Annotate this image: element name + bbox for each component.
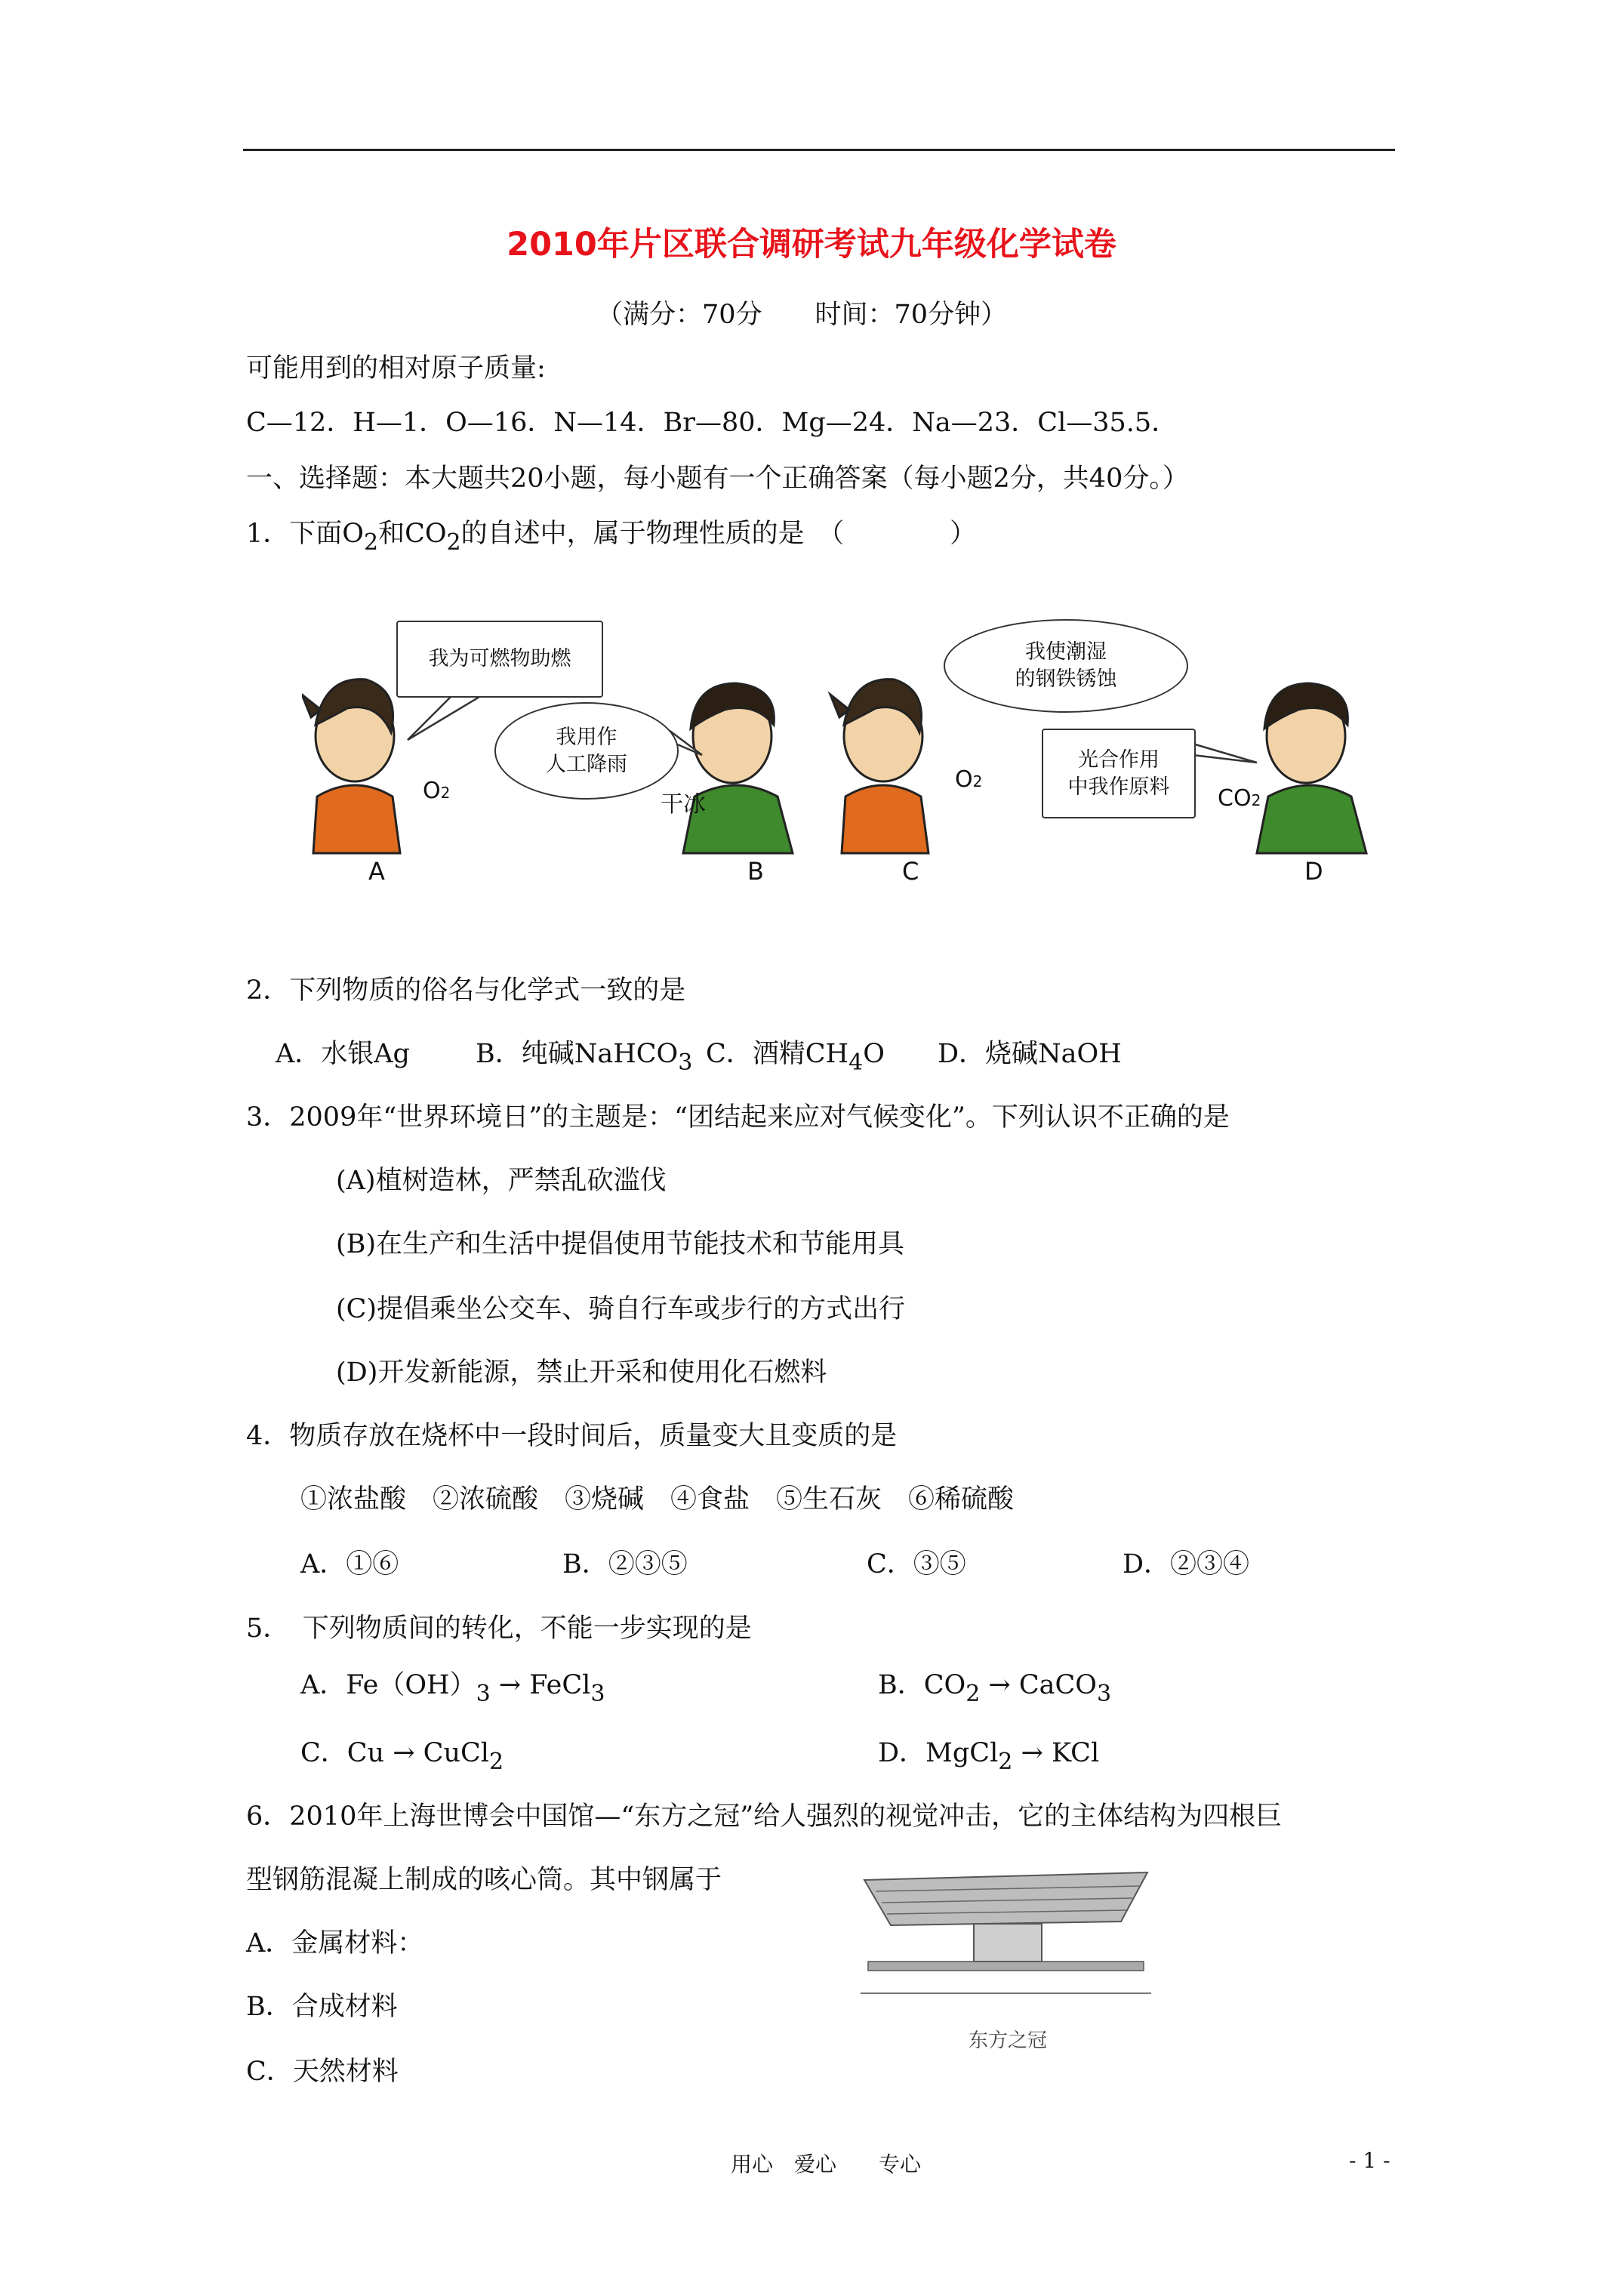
question-4-option-a: A．①⑥ bbox=[300, 1549, 399, 1579]
co2-label-d: CO2 bbox=[1218, 785, 1261, 812]
speech-bubble-b: 我用作 人工降雨 bbox=[494, 702, 679, 800]
question-5-option-a: A．Fe（OH）3 → FeCl3 bbox=[300, 1670, 605, 1707]
header-rule bbox=[243, 149, 1395, 151]
o2-label-c: O2 bbox=[955, 766, 983, 793]
speech-bubble-a: 我为可燃物助燃 bbox=[396, 621, 603, 698]
figure-label-b: B bbox=[747, 857, 764, 886]
question-4-stem: 4．物质存放在烧杯中一段时间后，质量变大且变质的是 bbox=[246, 1421, 898, 1451]
section-heading: 一、选择题：本大题共20小题，每小题有一个正确答案（每小题2分，共40分。） bbox=[246, 464, 1189, 494]
figure-label-a: A bbox=[368, 857, 385, 886]
thought-bubble-c: 我使潮湿 的钢铁锈蚀 bbox=[944, 619, 1188, 713]
question-5-option-b: B．CO2 → CaCO3 bbox=[878, 1670, 1112, 1707]
girl-figure-c bbox=[830, 680, 929, 853]
china-pavilion-image bbox=[861, 1865, 1151, 1997]
question-2-option-b: B．纯碱NaHCO3 bbox=[476, 1039, 693, 1076]
question-4-option-c: C．③⑤ bbox=[867, 1549, 966, 1579]
girl-figure-a bbox=[302, 680, 400, 853]
question-6-option-c: C．天然材料 bbox=[246, 2057, 399, 2087]
question-5-stem: 5． 下列物质间的转化，不能一步实现的是 bbox=[246, 1613, 752, 1644]
question-2-option-c: C．酒精CH4O bbox=[706, 1039, 885, 1076]
image-caption: 东方之冠 bbox=[969, 2029, 1048, 2052]
dry-ice-label: 干冰 bbox=[661, 791, 706, 818]
question-6-stem-line-2: 型钢筋混凝上制成的咳心筒。其中钢属于 bbox=[246, 1865, 722, 1895]
footer-center: 用心 爱心 专心 bbox=[731, 2152, 922, 2177]
page-number: - 1 - bbox=[1349, 2148, 1390, 2173]
question-2-option-a: A．水银Ag bbox=[276, 1039, 410, 1069]
score-time: （满分：70分 时间：70分钟） bbox=[596, 300, 1008, 330]
pavilion-sketch bbox=[861, 1865, 1151, 1997]
question-3-option-b: (B)在生产和生活中提倡使用节能技术和节能用具 bbox=[336, 1229, 905, 1259]
question-2-stem: 2．下列物质的俗名与化学式一致的是 bbox=[246, 975, 686, 1006]
question-6-option-a: A．金属材料： bbox=[246, 1928, 424, 1959]
question-5-option-d: D．MgCl2 → KCl bbox=[878, 1738, 1100, 1775]
boy-figure-d bbox=[1257, 683, 1366, 853]
figure-label-d: D bbox=[1304, 857, 1323, 886]
question-3-option-a: (A)植树造林，严禁乱砍滥伐 bbox=[336, 1166, 667, 1196]
question-1-illustration bbox=[302, 604, 1389, 891]
question-1-stem: 1．下面O2和CO2的自述中，属于物理性质的是 （ ） bbox=[246, 519, 977, 556]
question-2-option-d: D．烧碱NaOH bbox=[938, 1039, 1122, 1069]
question-3-option-c: (C)提倡乘坐公交车、骑自行车或步行的方式出行 bbox=[336, 1294, 906, 1324]
atomic-mass-label: 可能用到的相对原子质量: bbox=[246, 353, 546, 384]
question-3-option-d: (D)开发新能源，禁止开采和使用化石燃料 bbox=[336, 1358, 827, 1388]
atomic-masses: C—12．H—1．O—16．N—14．Br—80．Mg—24．Na—23．Cl—35.5． bbox=[246, 408, 1178, 438]
page-title: 2010年片区联合调研考试九年级化学试卷 bbox=[507, 226, 1116, 264]
figure-label-c: C bbox=[902, 857, 919, 886]
o2-label-a: O2 bbox=[423, 778, 451, 804]
question-6-option-b: B．合成材料 bbox=[246, 1992, 398, 2022]
question-4-option-d: D．②③④ bbox=[1123, 1549, 1250, 1579]
question-4-items: ①浓盐酸 ②浓硫酸 ③烧碱 ④食盐 ⑤生石灰 ⑥稀硫酸 bbox=[300, 1484, 1015, 1515]
question-3-stem: 3．2009年“世界环境日”的主题是：“团结起来应对气候变化”。下列认识不正确的是 bbox=[246, 1102, 1230, 1133]
speech-bubble-d: 光合作用 中我作原料 bbox=[1042, 729, 1196, 818]
question-5-option-c: C．Cu → CuCl2 bbox=[300, 1738, 504, 1775]
question-4-option-b: B．②③⑤ bbox=[562, 1549, 688, 1579]
question-6-stem-line-1: 6．2010年上海世博会中国馆—“东方之冠”给人强烈的视觉冲击，它的主体结构为四根巨 bbox=[246, 1801, 1283, 1832]
boy-figure-b bbox=[683, 683, 793, 853]
